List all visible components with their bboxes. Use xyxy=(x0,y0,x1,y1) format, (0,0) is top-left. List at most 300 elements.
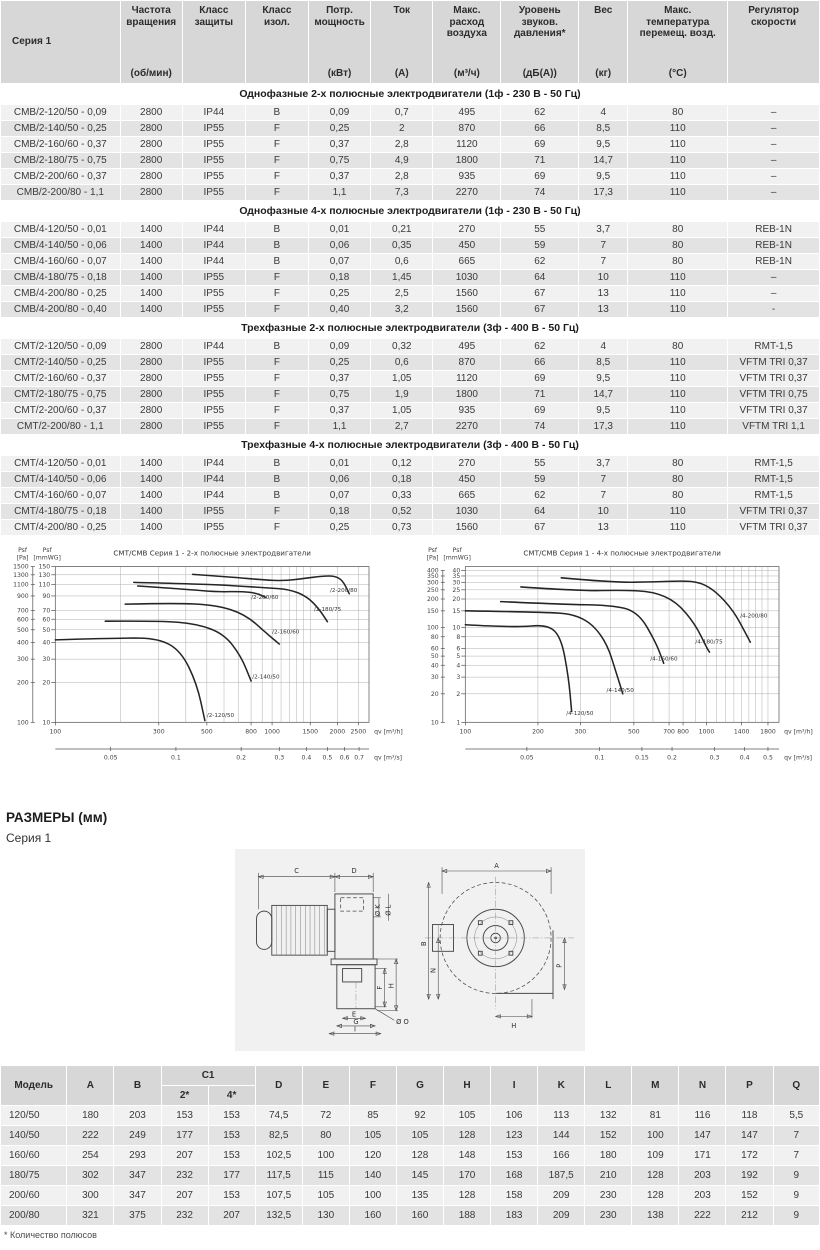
value-cell: 1,1 xyxy=(308,419,370,435)
svg-text:80: 80 xyxy=(430,633,439,641)
value-cell: 192 xyxy=(726,1166,773,1186)
column-header-c1: C1 xyxy=(161,1066,255,1086)
value-cell: 0,37 xyxy=(308,371,370,387)
table-row xyxy=(1,355,820,371)
table-row xyxy=(1,1126,820,1146)
curve-label: /2-180/75 xyxy=(313,607,342,614)
value-cell: 0,01 xyxy=(308,222,370,238)
dimensions-heading: РАЗМЕРЫ (мм) xyxy=(6,810,108,825)
fan-curve/4-140/50 xyxy=(465,611,622,694)
svg-text:1400: 1400 xyxy=(733,728,750,736)
value-cell: 254 xyxy=(67,1146,114,1166)
value-cell: 177 xyxy=(208,1166,255,1186)
value-cell: 128 xyxy=(632,1166,679,1186)
svg-text:0.5: 0.5 xyxy=(322,754,333,762)
svg-text:300: 300 xyxy=(152,728,165,736)
value-cell: 66 xyxy=(501,121,579,137)
value-cell: 293 xyxy=(114,1146,161,1166)
svg-text:1800: 1800 xyxy=(760,728,776,736)
value-cell: 64 xyxy=(501,504,579,520)
svg-text:400: 400 xyxy=(16,639,29,647)
value-cell: 0,12 xyxy=(371,456,433,472)
value-cell: RMT-1,5 xyxy=(728,456,820,472)
table-row xyxy=(1,121,820,137)
value-cell: B xyxy=(245,472,308,488)
svg-text:20: 20 xyxy=(430,690,439,698)
table-row xyxy=(1,403,820,419)
value-cell: 207 xyxy=(161,1186,208,1206)
svg-text:3: 3 xyxy=(456,674,461,682)
column-header: Ток (А) xyxy=(371,1,433,84)
value-cell: 0,37 xyxy=(308,403,370,419)
table-row xyxy=(1,339,820,355)
value-cell: 222 xyxy=(67,1126,114,1146)
value-cell: 1,05 xyxy=(371,371,433,387)
value-cell: 8,5 xyxy=(579,121,628,137)
value-cell: 2 xyxy=(371,121,433,137)
value-cell: 166 xyxy=(538,1146,585,1166)
value-cell: – xyxy=(728,105,820,121)
dim-label-P: P xyxy=(555,963,564,968)
value-cell: 1,1 xyxy=(308,185,370,201)
value-cell: 100 xyxy=(302,1146,349,1166)
dim-label-I: I xyxy=(354,1025,356,1034)
svg-text:1300: 1300 xyxy=(13,571,29,579)
svg-text:0.05: 0.05 xyxy=(520,754,534,762)
value-cell: IP44 xyxy=(182,105,245,121)
value-cell: RMT-1,5 xyxy=(728,339,820,355)
value-cell: 69 xyxy=(501,403,579,419)
value-cell: IP44 xyxy=(182,238,245,254)
svg-text:15: 15 xyxy=(452,607,461,615)
value-cell: 69 xyxy=(501,137,579,153)
svg-text:[Pa]: [Pa] xyxy=(16,554,29,562)
value-cell: 0,75 xyxy=(308,153,370,169)
value-cell: 128 xyxy=(444,1186,491,1206)
value-cell: 7 xyxy=(579,238,628,254)
dim-label-F: F xyxy=(375,985,384,990)
value-cell: – xyxy=(728,121,820,137)
svg-text:20: 20 xyxy=(42,679,51,687)
svg-text:200: 200 xyxy=(532,728,544,736)
model-cell: CMT/4-140/50 - 0,06 xyxy=(1,472,121,488)
value-cell: 3,7 xyxy=(579,456,628,472)
value-cell: 300 xyxy=(67,1186,114,1206)
value-cell: 66 xyxy=(501,355,579,371)
svg-text:[Pa]: [Pa] xyxy=(426,554,439,562)
value-cell: IP55 xyxy=(182,169,245,185)
value-cell: 183 xyxy=(491,1206,538,1226)
table-row xyxy=(1,185,820,201)
dim-label-D: D xyxy=(351,866,357,875)
model-cell: 120/50 xyxy=(1,1106,67,1126)
curve-label: /2-200/60 xyxy=(251,594,279,601)
value-cell: VFTM TRI 1,1 xyxy=(728,419,820,435)
value-cell: 180 xyxy=(585,1146,632,1166)
value-cell: 2800 xyxy=(120,403,182,419)
value-cell: 59 xyxy=(501,238,579,254)
value-cell: B xyxy=(245,339,308,355)
svg-text:0.15: 0.15 xyxy=(635,754,649,762)
value-cell: 59 xyxy=(501,472,579,488)
svg-text:0.6: 0.6 xyxy=(339,754,350,762)
value-cell: B xyxy=(245,238,308,254)
value-cell: 0,35 xyxy=(371,238,433,254)
value-cell: IP55 xyxy=(182,419,245,435)
value-cell: 80 xyxy=(628,238,728,254)
value-cell: 153 xyxy=(491,1146,538,1166)
svg-text:600: 600 xyxy=(16,616,29,624)
table-row xyxy=(1,254,820,270)
value-cell: 13 xyxy=(579,302,628,318)
value-cell: 0,25 xyxy=(308,355,370,371)
svg-text:4: 4 xyxy=(456,662,461,670)
dim-label-H: H xyxy=(387,983,396,989)
curve-label: /4-180/75 xyxy=(695,639,723,646)
curve-label: /4-120/50 xyxy=(566,710,594,717)
value-cell: 0,52 xyxy=(371,504,433,520)
value-cell: 1560 xyxy=(433,286,501,302)
column-header: N xyxy=(679,1066,726,1106)
value-cell: 110 xyxy=(628,302,728,318)
svg-text:150: 150 xyxy=(38,563,51,571)
model-cell: CMT/2-120/50 - 0,09 xyxy=(1,339,121,355)
value-cell: 116 xyxy=(679,1106,726,1126)
value-cell: 665 xyxy=(433,488,501,504)
svg-text:1: 1 xyxy=(456,719,461,727)
svg-text:0.2: 0.2 xyxy=(667,754,677,762)
column-header: G xyxy=(396,1066,443,1106)
value-cell: F xyxy=(245,504,308,520)
value-cell: 17,3 xyxy=(579,185,628,201)
value-cell: 110 xyxy=(628,520,728,536)
model-cell: 140/50 xyxy=(1,1126,67,1146)
svg-text:0.05: 0.05 xyxy=(103,754,118,762)
dim-label-C: C xyxy=(294,866,299,875)
svg-text:1000: 1000 xyxy=(264,728,280,736)
value-cell: 14,7 xyxy=(579,153,628,169)
value-cell: 153 xyxy=(208,1126,255,1146)
value-cell: 138 xyxy=(632,1206,679,1226)
motor-collar xyxy=(327,909,335,951)
svg-text:300: 300 xyxy=(426,579,439,587)
value-cell: 180 xyxy=(67,1106,114,1126)
value-cell: 209 xyxy=(538,1206,585,1226)
svg-text:100: 100 xyxy=(16,719,29,727)
dimension-drawing-wrap xyxy=(0,849,820,1051)
value-cell: 74 xyxy=(501,419,579,435)
svg-text:1500: 1500 xyxy=(13,563,29,571)
svg-text:30: 30 xyxy=(430,674,439,682)
table-row xyxy=(1,520,820,536)
value-cell: 1400 xyxy=(120,222,182,238)
value-cell: 110 xyxy=(628,371,728,387)
dimension-table xyxy=(0,1065,820,1226)
value-cell: 147 xyxy=(679,1126,726,1146)
dim-label-O: Ø O xyxy=(396,1018,409,1027)
column-header: Уровень звуков. давления* (дБ(А)) xyxy=(501,1,579,84)
model-cell: CMB/4-140/50 - 0,06 xyxy=(1,238,121,254)
value-cell: F xyxy=(245,286,308,302)
value-cell: 230 xyxy=(585,1206,632,1226)
value-cell: 2800 xyxy=(120,371,182,387)
value-cell: IP55 xyxy=(182,185,245,201)
svg-text:Psf: Psf xyxy=(452,547,462,555)
column-header: Макс. расход воздуха (м³/ч) xyxy=(433,1,501,84)
value-cell: 0,25 xyxy=(308,520,370,536)
value-cell: 153 xyxy=(161,1106,208,1126)
table-row xyxy=(1,286,820,302)
value-cell: 102,5 xyxy=(255,1146,302,1166)
value-cell: REB-1N xyxy=(728,254,820,270)
value-cell: 2800 xyxy=(120,419,182,435)
value-cell: 71 xyxy=(501,387,579,403)
value-cell: 80 xyxy=(628,456,728,472)
value-cell: 62 xyxy=(501,254,579,270)
value-cell: B xyxy=(245,105,308,121)
column-header: Макс. температура перемещ. возд. (°С) xyxy=(628,1,728,84)
value-cell: F xyxy=(245,270,308,286)
curve-label: /2-140/50 xyxy=(252,674,280,681)
column-header: F xyxy=(349,1066,396,1106)
value-cell: 8,5 xyxy=(579,355,628,371)
value-cell: 81 xyxy=(632,1106,679,1126)
value-cell: IP44 xyxy=(182,254,245,270)
fan-curve/4-180/75 xyxy=(521,587,710,652)
svg-text:110: 110 xyxy=(38,581,51,589)
chart-title: CMT/CMB Серия 1 - 4-х полюсные электродвигатели xyxy=(523,548,721,558)
svg-text:70: 70 xyxy=(42,607,51,615)
value-cell: 1120 xyxy=(433,137,501,153)
value-cell: B xyxy=(245,222,308,238)
column-header: Регулятор скорости xyxy=(728,1,820,84)
value-cell: 0,06 xyxy=(308,472,370,488)
table-row xyxy=(1,302,820,318)
model-cell: CMT/4-120/50 - 0,01 xyxy=(1,456,121,472)
value-cell: 302 xyxy=(67,1166,114,1186)
value-cell: 80 xyxy=(628,472,728,488)
value-cell: 17,3 xyxy=(579,419,628,435)
value-cell: 160 xyxy=(349,1206,396,1226)
column-header: M xyxy=(632,1066,679,1106)
value-cell: 9 xyxy=(773,1166,819,1186)
value-cell: IP44 xyxy=(182,456,245,472)
value-cell: 207 xyxy=(161,1146,208,1166)
value-cell: 0,37 xyxy=(308,137,370,153)
value-cell: 0,25 xyxy=(308,286,370,302)
value-cell: 870 xyxy=(433,121,501,137)
model-cell: 200/60 xyxy=(1,1186,67,1206)
value-cell: 1,45 xyxy=(371,270,433,286)
table-row xyxy=(1,1146,820,1166)
svg-text:8: 8 xyxy=(456,633,461,641)
value-cell: IP55 xyxy=(182,504,245,520)
column-header: Частота вращения (об/мин) xyxy=(120,1,182,84)
value-cell: 171 xyxy=(679,1146,726,1166)
svg-text:300: 300 xyxy=(16,656,29,664)
model-cell: CMT/2-160/60 - 0,37 xyxy=(1,371,121,387)
column-header: H xyxy=(444,1066,491,1106)
section-title: Однофазные 2-х полюсные электродвигатели (1ф - 230 В - 50 Гц) xyxy=(1,84,820,105)
dims-left-view xyxy=(258,873,398,1035)
value-cell: 160 xyxy=(396,1206,443,1226)
svg-text:2500: 2500 xyxy=(350,728,367,736)
value-cell: F xyxy=(245,520,308,536)
svg-text:700: 700 xyxy=(16,607,29,615)
table-row xyxy=(1,472,820,488)
value-cell: 105 xyxy=(302,1186,349,1206)
svg-text:qv [m³/h]: qv [m³/h] xyxy=(784,728,813,736)
table-row xyxy=(1,222,820,238)
dim-label-A: A xyxy=(494,862,499,871)
svg-text:130: 130 xyxy=(38,571,51,579)
value-cell: F xyxy=(245,355,308,371)
base-plate xyxy=(331,959,377,965)
model-cell: CMT/4-160/60 - 0,07 xyxy=(1,488,121,504)
chart-title: CMT/CMB Серия 1 - 2-х полюсные электродвигатели xyxy=(113,548,311,558)
value-cell: 232 xyxy=(161,1166,208,1186)
svg-text:0.4: 0.4 xyxy=(739,754,750,762)
value-cell: 1400 xyxy=(120,456,182,472)
svg-text:300: 300 xyxy=(574,728,587,736)
value-cell: 0,21 xyxy=(371,222,433,238)
value-cell: 85 xyxy=(349,1106,396,1126)
column-header: K xyxy=(538,1066,585,1106)
value-cell: 82,5 xyxy=(255,1126,302,1146)
table-row xyxy=(1,456,820,472)
column-header: Класс изол. xyxy=(245,1,308,84)
model-cell: CMB/2-160/60 - 0,37 xyxy=(1,137,121,153)
column-header-series: Серия 1 xyxy=(1,1,121,84)
value-cell: VFTM TRI 0,37 xyxy=(728,520,820,536)
svg-text:2000: 2000 xyxy=(329,728,346,736)
value-cell: F xyxy=(245,137,308,153)
value-cell: 72 xyxy=(302,1106,349,1126)
value-cell: 110 xyxy=(628,137,728,153)
value-cell: – xyxy=(728,137,820,153)
value-cell: 110 xyxy=(628,286,728,302)
value-cell: 450 xyxy=(433,472,501,488)
value-cell: 1400 xyxy=(120,520,182,536)
value-cell: 147 xyxy=(726,1126,773,1146)
fan-curve-chart-2pole xyxy=(0,544,410,790)
svg-text:500: 500 xyxy=(16,626,29,634)
svg-text:150: 150 xyxy=(426,607,439,615)
curve-label: /4-200/80 xyxy=(740,613,768,620)
value-cell: 2,5 xyxy=(371,286,433,302)
value-cell: 935 xyxy=(433,169,501,185)
table-row xyxy=(1,419,820,435)
value-cell: VFTM TRI 0,37 xyxy=(728,403,820,419)
value-cell: 62 xyxy=(501,105,579,121)
value-cell: 110 xyxy=(628,355,728,371)
value-cell: 168 xyxy=(491,1166,538,1186)
value-cell: 0,09 xyxy=(308,339,370,355)
model-cell: CMB/4-200/80 - 0,40 xyxy=(1,302,121,318)
value-cell: 100 xyxy=(349,1186,396,1206)
svg-text:800: 800 xyxy=(245,728,257,736)
model-cell: 180/75 xyxy=(1,1166,67,1186)
table-row xyxy=(1,1206,820,1226)
value-cell: 13 xyxy=(579,286,628,302)
value-cell: 1030 xyxy=(433,504,501,520)
value-cell: – xyxy=(728,270,820,286)
motor-body xyxy=(272,905,327,955)
value-cell: 170 xyxy=(444,1166,491,1186)
value-cell: 109 xyxy=(632,1146,679,1166)
column-header: P xyxy=(726,1066,773,1106)
section-title-row xyxy=(1,435,820,456)
value-cell: 107,5 xyxy=(255,1186,302,1206)
value-cell: 132 xyxy=(585,1106,632,1126)
column-header-model: Модель xyxy=(1,1066,67,1106)
value-cell: 203 xyxy=(114,1106,161,1126)
model-cell: CMB/4-160/60 - 0,07 xyxy=(1,254,121,270)
svg-text:35: 35 xyxy=(452,573,461,581)
svg-text:6: 6 xyxy=(456,645,461,653)
curve-label: /2-200/80 xyxy=(329,588,358,595)
table-row xyxy=(1,137,820,153)
value-cell: 92 xyxy=(396,1106,443,1126)
value-cell: 4 xyxy=(579,339,628,355)
svg-text:5: 5 xyxy=(456,653,461,661)
value-cell: 135 xyxy=(396,1186,443,1206)
value-cell: 2800 xyxy=(120,105,182,121)
svg-text:40: 40 xyxy=(430,662,439,670)
value-cell: 1400 xyxy=(120,286,182,302)
value-cell: 67 xyxy=(501,302,579,318)
table-row xyxy=(1,105,820,121)
section-title-row xyxy=(1,318,820,339)
value-cell: 1,05 xyxy=(371,403,433,419)
value-cell: 0,40 xyxy=(308,302,370,318)
svg-text:0.3: 0.3 xyxy=(709,754,720,762)
model-cell: CMB/4-180/75 - 0,18 xyxy=(1,270,121,286)
value-cell: IP44 xyxy=(182,222,245,238)
column-header: Класс защиты xyxy=(182,1,245,84)
value-cell: 110 xyxy=(628,153,728,169)
svg-text:100: 100 xyxy=(459,728,472,736)
value-cell: IP55 xyxy=(182,302,245,318)
model-cell: CMT/2-200/80 - 1,1 xyxy=(1,419,121,435)
curve-label: /2-160/60 xyxy=(272,629,300,636)
svg-text:Psf: Psf xyxy=(428,547,438,555)
svg-text:900: 900 xyxy=(16,592,29,600)
value-cell: B xyxy=(245,488,308,504)
column-header: L xyxy=(585,1066,632,1106)
section-title: Однофазные 4-х полюсные электродвигатели (1ф - 230 В - 50 Гц) xyxy=(1,201,820,222)
svg-text:2: 2 xyxy=(456,690,461,698)
value-cell: 270 xyxy=(433,456,501,472)
value-cell: 105 xyxy=(349,1126,396,1146)
value-cell: 2800 xyxy=(120,121,182,137)
scroll-side xyxy=(335,894,373,959)
value-cell: 0,06 xyxy=(308,238,370,254)
dim-label-K: Ø K xyxy=(373,904,382,917)
value-cell: 0,18 xyxy=(371,472,433,488)
value-cell: 1030 xyxy=(433,270,501,286)
svg-text:30: 30 xyxy=(452,579,461,587)
value-cell: 80 xyxy=(628,488,728,504)
section-title: Трехфазные 2-х полюсные электродвигатели (3ф - 400 В - 50 Гц) xyxy=(1,318,820,339)
value-cell: F xyxy=(245,387,308,403)
value-cell: – xyxy=(728,153,820,169)
value-cell: 62 xyxy=(501,488,579,504)
svg-text:100: 100 xyxy=(426,624,439,632)
value-cell: 0,32 xyxy=(371,339,433,355)
dimension-drawing xyxy=(235,849,585,1051)
value-cell: 145 xyxy=(396,1166,443,1186)
